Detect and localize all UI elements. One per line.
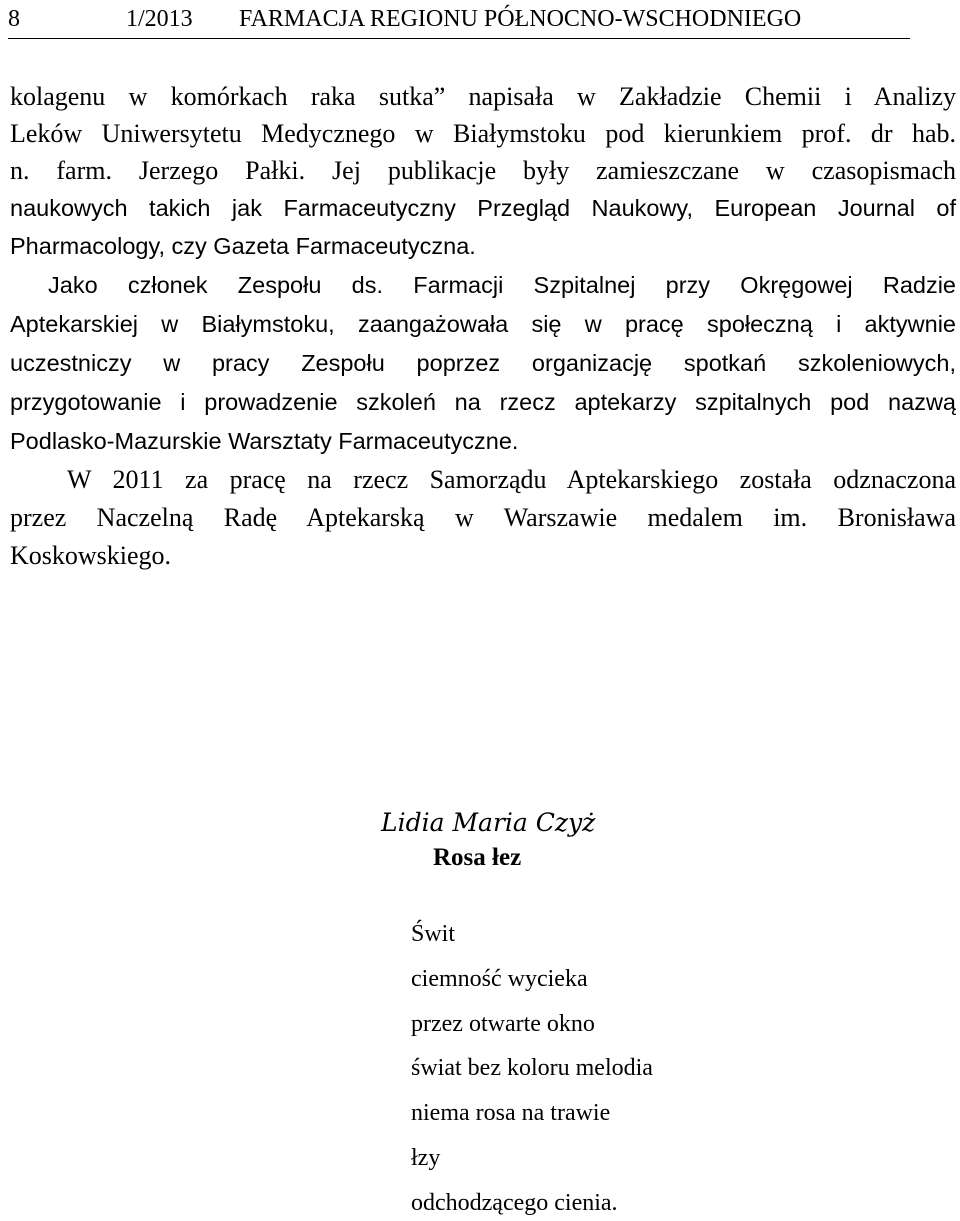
text-line: Pharmacology, czy Gazeta Farmaceutyczna.	[10, 233, 476, 259]
text-line: Podlasko-Mazurskie Warsztaty Farmaceutyczne.	[10, 428, 519, 454]
poem-line: niema rosa na trawie	[411, 1100, 611, 1126]
running-header	[8, 4, 910, 39]
text-line: Koskowskiego.	[10, 541, 172, 570]
text-line: Jako członek Zespołu ds. Farmacji Szpitalnej przy Okręgowej Radzie	[48, 272, 956, 298]
text-line: Leków Uniwersytetu Medycznego w Białymstoku pod kierunkiem prof. dr hab.	[10, 119, 956, 148]
poem-line: odchodzącego cienia.	[411, 1190, 618, 1216]
poem-line: Świt	[411, 921, 456, 947]
text-line: kolagenu w komórkach raka sutka” napisała w Zakładzie Chemii i Analizy	[10, 82, 956, 111]
poem-line: przez otwarte okno	[411, 1011, 595, 1037]
poem-line: świat bez koloru melodia	[411, 1055, 653, 1081]
page-number: 8	[8, 6, 20, 32]
issue-number: 1/2013	[126, 6, 193, 32]
journal-title: FARMACJA REGIONU PÓŁNOCNO-WSCHODNIEGO	[239, 6, 802, 32]
text-line: n. farm. Jerzego Pałki. Jej publikacje były zamieszczane w czasopismach	[10, 156, 956, 185]
poem-line: łzy	[411, 1145, 441, 1171]
text-line: naukowych takich jak Farmaceutyczny Przegląd Naukowy, European Journal of	[10, 195, 956, 221]
poem-title: Rosa łez	[433, 844, 522, 871]
text-line: przez Naczelną Radę Aptekarską w Warszawie medalem im. Bronisława	[10, 503, 956, 532]
poem-author: Lidia Maria Czyż	[381, 808, 596, 837]
text-line: uczestniczy w pracy Zespołu poprzez organizację spotkań szkoleniowych,	[10, 350, 956, 376]
poem-line: ciemność wycieka	[411, 966, 588, 992]
text-line: W 2011 za pracę na rzecz Samorządu Aptekarskiego została odznaczona	[67, 465, 956, 494]
text-line: Aptekarskiej w Białymstoku, zaangażowała się w pracę społeczną i aktywnie	[10, 311, 956, 337]
text-line: przygotowanie i prowadzenie szkoleń na rzecz aptekarzy szpitalnych pod nazwą	[10, 389, 956, 415]
